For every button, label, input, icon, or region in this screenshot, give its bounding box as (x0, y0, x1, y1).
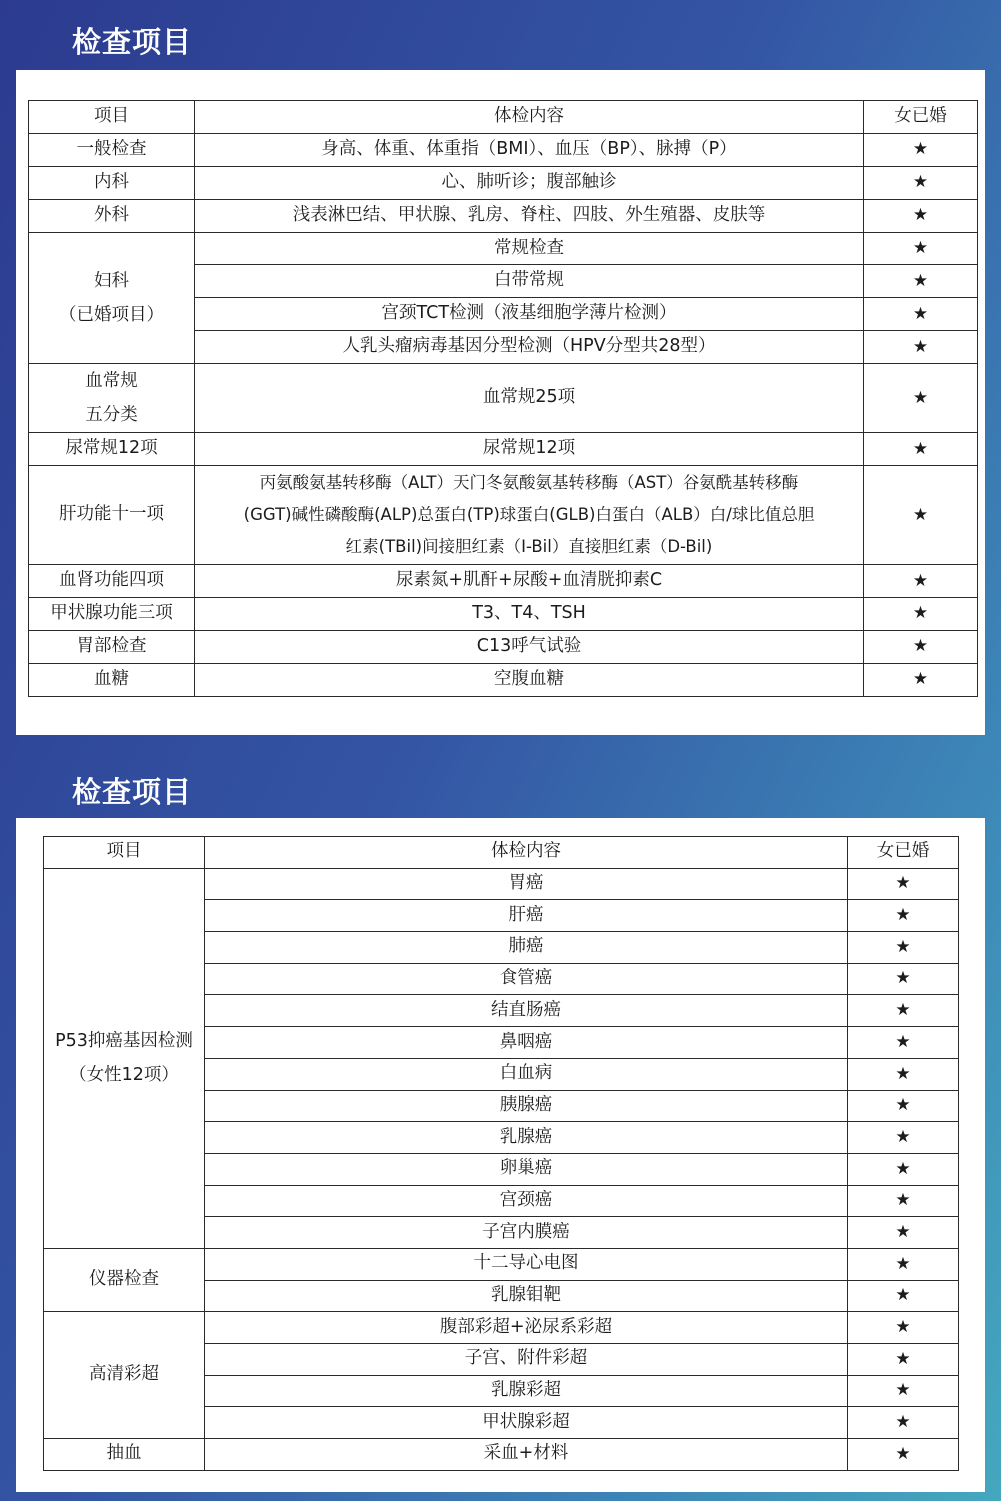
star-icon: ★ (848, 868, 959, 900)
star-icon: ★ (848, 1344, 959, 1376)
star-icon: ★ (864, 133, 978, 166)
row-content: 尿常规12项 (195, 433, 864, 466)
row-label: 抽血 (44, 1439, 205, 1471)
star-icon: ★ (864, 598, 978, 631)
star-icon: ★ (848, 1027, 959, 1059)
star-icon: ★ (864, 433, 978, 466)
row-content: 肝癌 (205, 900, 848, 932)
star-icon: ★ (864, 565, 978, 598)
row-content: 采血+材料 (205, 1439, 848, 1471)
star-icon: ★ (848, 995, 959, 1027)
content-line: 红素(TBil)间接胆红素（I-Bil）直接胆红素（D-Bil) (345, 537, 713, 557)
row-content: C13呼气试验 (195, 631, 864, 664)
row-content: 乳腺彩超 (205, 1375, 848, 1407)
row-content: 宫颈TCT检测（液基细胞学薄片检测） (195, 298, 864, 331)
row-content: 宫颈癌 (205, 1185, 848, 1217)
row-content: 白带常规 (195, 265, 864, 298)
row-content-liver (195, 466, 864, 565)
row-content: 食管癌 (205, 963, 848, 995)
row-content: 胰腺癌 (205, 1090, 848, 1122)
star-icon: ★ (864, 265, 978, 298)
star-icon: ★ (864, 166, 978, 199)
row-label: 肝功能十一项 (29, 466, 195, 565)
table-row (29, 199, 978, 232)
row-content: 鼻咽癌 (205, 1027, 848, 1059)
row-label-instrument: 仪器检查 (44, 1248, 205, 1311)
row-label: 胃部检查 (29, 631, 195, 664)
exam-panel-2 (16, 818, 985, 1492)
table-row (29, 565, 978, 598)
table-row (29, 598, 978, 631)
star-icon: ★ (848, 1248, 959, 1280)
star-icon: ★ (864, 466, 978, 565)
row-content: T3、T4、TSH (195, 598, 864, 631)
row-content: 胃癌 (205, 868, 848, 900)
row-content: 白血病 (205, 1058, 848, 1090)
star-icon: ★ (864, 232, 978, 265)
table-row (44, 868, 959, 900)
label-line: （女性12项） (69, 1065, 179, 1086)
header-content: 体检内容 (195, 101, 864, 134)
row-content: 身高、体重、体重指（BMI）、血压（BP）、脉搏（P） (195, 133, 864, 166)
table-header-row (44, 837, 959, 869)
star-icon: ★ (864, 663, 978, 696)
label-line: 妇科 (94, 270, 129, 291)
star-icon: ★ (848, 1312, 959, 1344)
star-icon: ★ (848, 1439, 959, 1471)
row-label: 外科 (29, 199, 195, 232)
row-content: 子宫、附件彩超 (205, 1344, 848, 1376)
row-content: 乳腺癌 (205, 1122, 848, 1154)
row-content: 肺癌 (205, 932, 848, 964)
star-icon: ★ (848, 1217, 959, 1249)
row-label-blood-routine (29, 364, 195, 433)
row-content: 卵巢癌 (205, 1153, 848, 1185)
label-line: 血常规 (85, 371, 138, 392)
row-content: 空腹血糖 (195, 663, 864, 696)
row-label: 血肾功能四项 (29, 565, 195, 598)
table-row (29, 433, 978, 466)
row-content: 血常规25项 (195, 364, 864, 433)
header-item: 项目 (44, 837, 205, 869)
row-label-gynecology (29, 232, 195, 364)
star-icon: ★ (864, 199, 978, 232)
table-row (29, 133, 978, 166)
row-content: 甲状腺彩超 (205, 1407, 848, 1439)
row-content: 尿素氮+肌酐+尿酸+血清胱抑素C (195, 565, 864, 598)
section-title: 检查项目 (72, 25, 193, 59)
table-row (44, 1439, 959, 1471)
table-row (29, 232, 978, 265)
header-item: 项目 (29, 101, 195, 134)
table-row (29, 364, 978, 433)
label-line: 五分类 (85, 405, 138, 426)
row-label-ultrasound: 高清彩超 (44, 1312, 205, 1439)
star-icon: ★ (864, 631, 978, 664)
row-content: 十二导心电图 (205, 1248, 848, 1280)
table-row (44, 1312, 959, 1344)
row-content: 浅表淋巴结、甲状腺、乳房、脊柱、四肢、外生殖器、皮肤等 (195, 199, 864, 232)
row-content: 常规检查 (195, 232, 864, 265)
star-icon: ★ (848, 900, 959, 932)
row-label-p53 (44, 868, 205, 1248)
exam-panel-1 (16, 70, 985, 735)
header-married-female: 女已婚 (848, 837, 959, 869)
star-icon: ★ (864, 331, 978, 364)
row-label: 甲状腺功能三项 (29, 598, 195, 631)
star-icon: ★ (848, 1280, 959, 1312)
header-content: 体检内容 (205, 837, 848, 869)
table-row (29, 466, 978, 565)
star-icon: ★ (848, 932, 959, 964)
content-line: 丙氨酸氨基转移酶（ALT）天门冬氨酸氨基转移酶（AST）谷氨酰基转移酶 (259, 473, 799, 492)
star-icon: ★ (864, 298, 978, 331)
star-icon: ★ (848, 963, 959, 995)
star-icon: ★ (848, 1090, 959, 1122)
exam-table-2 (43, 836, 959, 1471)
table-row (29, 631, 978, 664)
star-icon: ★ (864, 364, 978, 433)
row-content: 子宫内膜癌 (205, 1217, 848, 1249)
star-icon: ★ (848, 1058, 959, 1090)
table-row (29, 663, 978, 696)
star-icon: ★ (848, 1153, 959, 1185)
table-row (44, 1248, 959, 1280)
row-label: 内科 (29, 166, 195, 199)
exam-table-1 (28, 100, 978, 697)
row-label: 血糖 (29, 663, 195, 696)
row-content: 乳腺钼靶 (205, 1280, 848, 1312)
label-line: （已婚项目） (59, 304, 164, 325)
table-header-row (29, 101, 978, 134)
row-content: 结直肠癌 (205, 995, 848, 1027)
row-content: 人乳头瘤病毒基因分型检测（HPV分型共28型） (195, 331, 864, 364)
row-content: 腹部彩超+泌尿系彩超 (205, 1312, 848, 1344)
content-line: (GGT)碱性磷酸酶(ALP)总蛋白(TP)球蛋白(GLB)白蛋白（ALB）白/球比值总胆 (243, 505, 815, 525)
label-line: P53抑癌基因检测 (55, 1031, 193, 1052)
star-icon: ★ (848, 1122, 959, 1154)
star-icon: ★ (848, 1375, 959, 1407)
star-icon: ★ (848, 1185, 959, 1217)
section-title: 检查项目 (72, 775, 193, 809)
star-icon: ★ (848, 1407, 959, 1439)
row-label: 一般检查 (29, 133, 195, 166)
row-label: 尿常规12项 (29, 433, 195, 466)
row-content: 心、肺听诊；腹部触诊 (195, 166, 864, 199)
header-married-female: 女已婚 (864, 101, 978, 134)
table-row (29, 166, 978, 199)
